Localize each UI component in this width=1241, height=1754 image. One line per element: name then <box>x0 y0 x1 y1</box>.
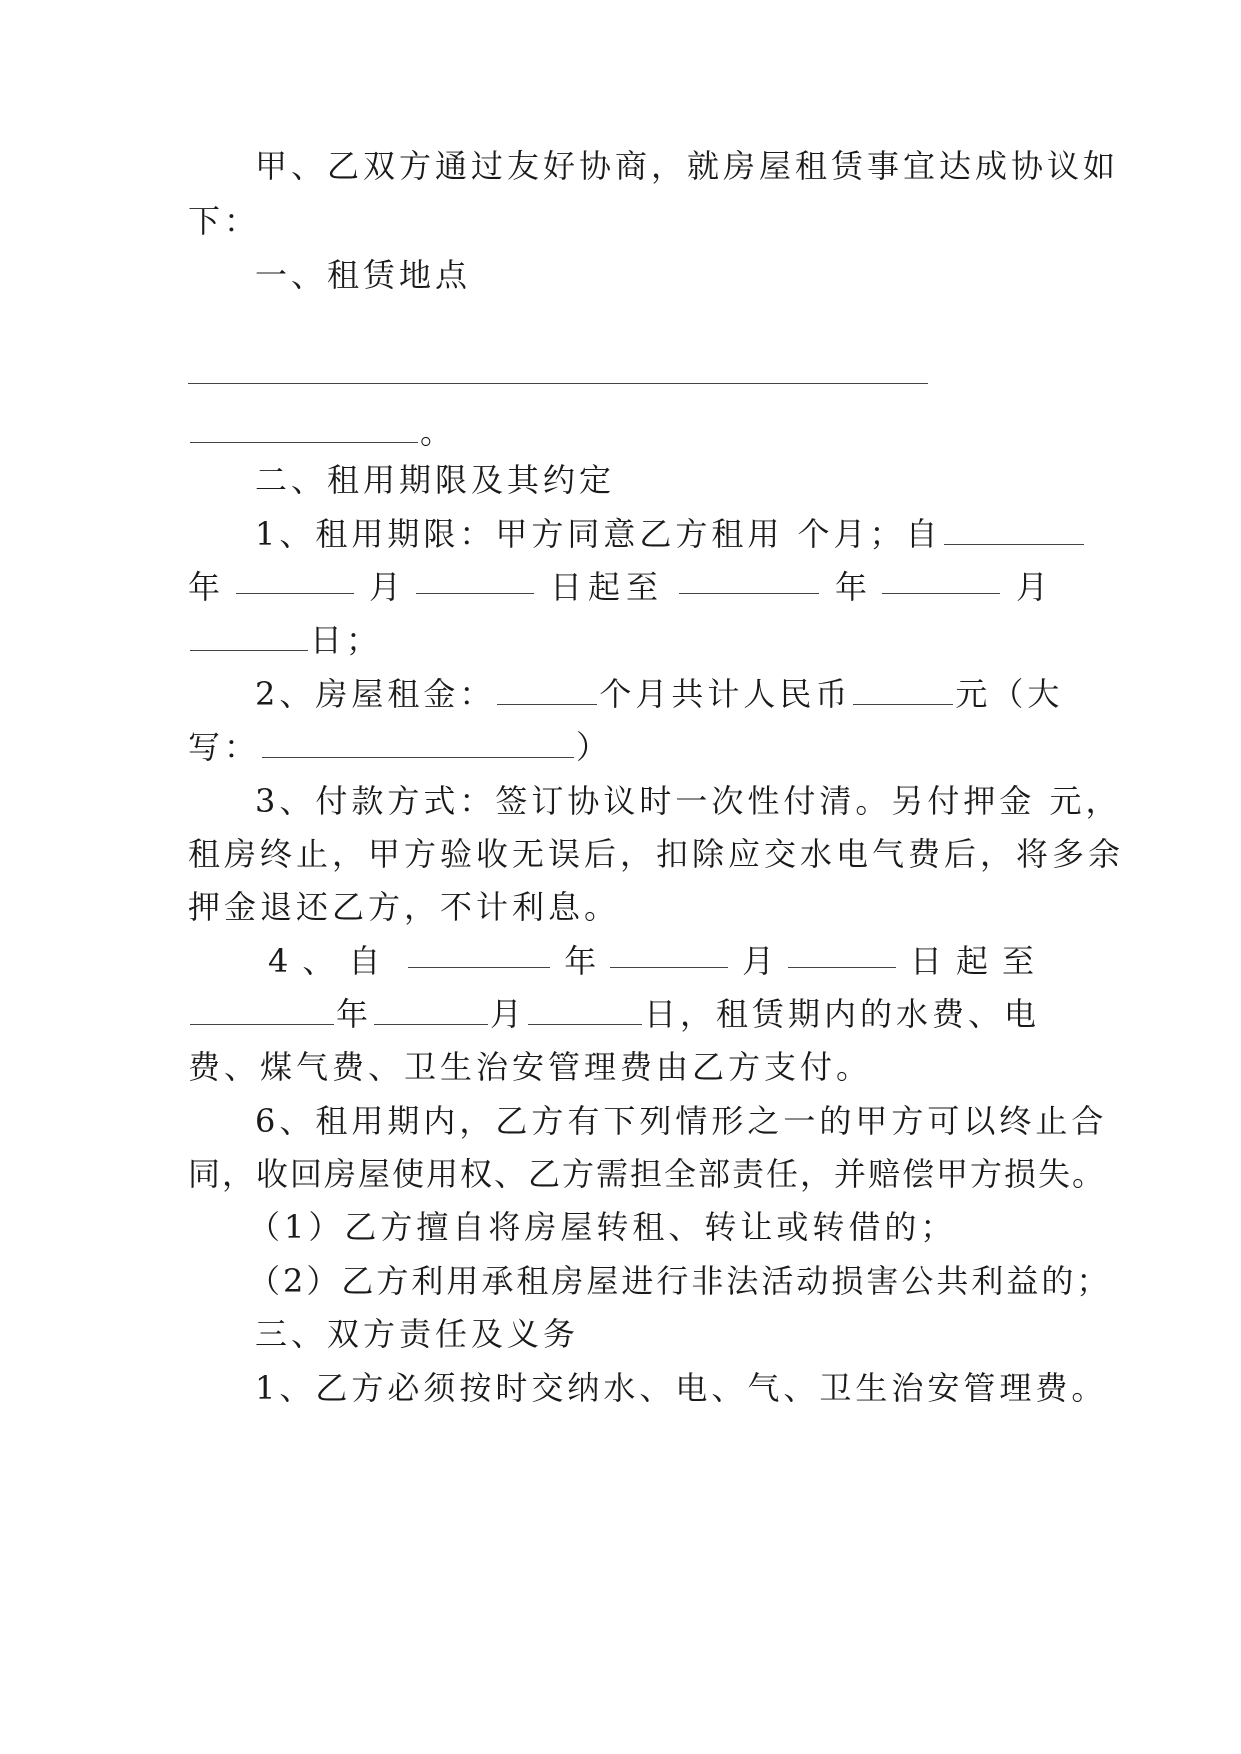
fees-from-label: 日起至 <box>909 942 1048 980</box>
termination-line-2: 同，收回房屋使用权、乙方需担全部责任，并赔偿甲方损失。 <box>188 1155 1107 1193</box>
months-blank <box>497 678 597 705</box>
payment-item <box>255 781 1122 821</box>
section-2-heading: 二、租用期限及其约定 <box>255 461 616 499</box>
termination-line-1: 6、租用期内，乙方有下列情形之一的甲方可以终止合 <box>255 1102 1108 1140</box>
rent-label: 2、房屋租金： <box>255 675 496 713</box>
fees-year-blank <box>408 941 550 968</box>
term-item-1-text: 1、租用期限：甲方同意乙方租用 个月；自 <box>255 515 942 553</box>
upper-case-amount-blank <box>262 731 574 758</box>
section-3-heading: 三、双方责任及义务 <box>255 1315 580 1353</box>
rent-total-label: 个月共计人民币 <box>599 675 852 713</box>
end-month-label: 月 <box>1015 568 1048 606</box>
fees-end-month-label: 月 <box>490 995 527 1033</box>
payment-line-1: 3、付款方式：签订协议时一次性付清。另付押金 元， <box>255 782 1122 820</box>
fees-end-day-blank <box>528 998 642 1025</box>
fees-day-blank <box>788 941 896 968</box>
close-paren: ） <box>576 728 613 766</box>
fees-end-year-label: 年 <box>336 995 373 1033</box>
payment-line-2: 租房终止，甲方验收无误后，扣除应交水电气费后，将多余 <box>188 835 1125 873</box>
address-blank-line-1 <box>188 383 928 384</box>
amount-upper-label: 元（大 <box>955 675 1064 713</box>
address-blank-line-2 <box>190 416 418 443</box>
termination-case-2: （2）乙方利用承租房屋进行非法活动损害公共利益的； <box>248 1262 1112 1300</box>
year-label: 年 <box>188 568 221 606</box>
fees-end-month-blank <box>374 998 488 1025</box>
payment-line-3: 押金退还乙方，不计利息。 <box>188 888 621 926</box>
fees-line-2-tail: 日，租赁期内的水费、电 <box>644 995 1041 1033</box>
fees-line-3: 费、煤气费、卫生治安管理费由乙方支付。 <box>188 1048 873 1086</box>
fees-item <box>268 941 1048 981</box>
fees-month-label: 月 <box>742 942 775 980</box>
rent-item <box>255 674 1064 714</box>
start-month-blank <box>236 567 354 594</box>
day-from-label: 日起至 <box>549 568 664 606</box>
address-end-mark: 。 <box>420 413 457 451</box>
fees-month-blank <box>610 941 728 968</box>
intro-line-1: 甲、乙双方通过友好协商，就房屋租赁事宜达成协议如 <box>255 147 1120 185</box>
section-1-heading: 一、租赁地点 <box>255 256 472 294</box>
end-year-blank <box>679 567 819 594</box>
fees-end-year-blank <box>190 998 334 1025</box>
fees-prefix: 4、自 <box>268 942 395 980</box>
intro-line-2: 下： <box>188 202 261 240</box>
term-item-1 <box>255 514 1048 554</box>
end-day-blank <box>190 624 308 651</box>
day-end-label: 日； <box>310 621 383 659</box>
fees-year-label: 年 <box>564 942 597 980</box>
month-label: 月 <box>368 568 401 606</box>
amount-blank <box>853 678 953 705</box>
start-day-blank <box>416 567 534 594</box>
start-year-blank <box>944 518 1084 545</box>
termination-case-1: （1）乙方擅自将房屋转租、转让或转借的； <box>248 1208 957 1246</box>
termination-item <box>255 1101 1108 1141</box>
intro-paragraph <box>255 146 1120 186</box>
end-year-label: 年 <box>834 568 867 606</box>
end-month-blank <box>882 567 1000 594</box>
upper-case-label: 写： <box>188 728 261 766</box>
duty-item-1: 1、乙方必须按时交纳水、电、气、卫生治安管理费。 <box>255 1369 1108 1407</box>
